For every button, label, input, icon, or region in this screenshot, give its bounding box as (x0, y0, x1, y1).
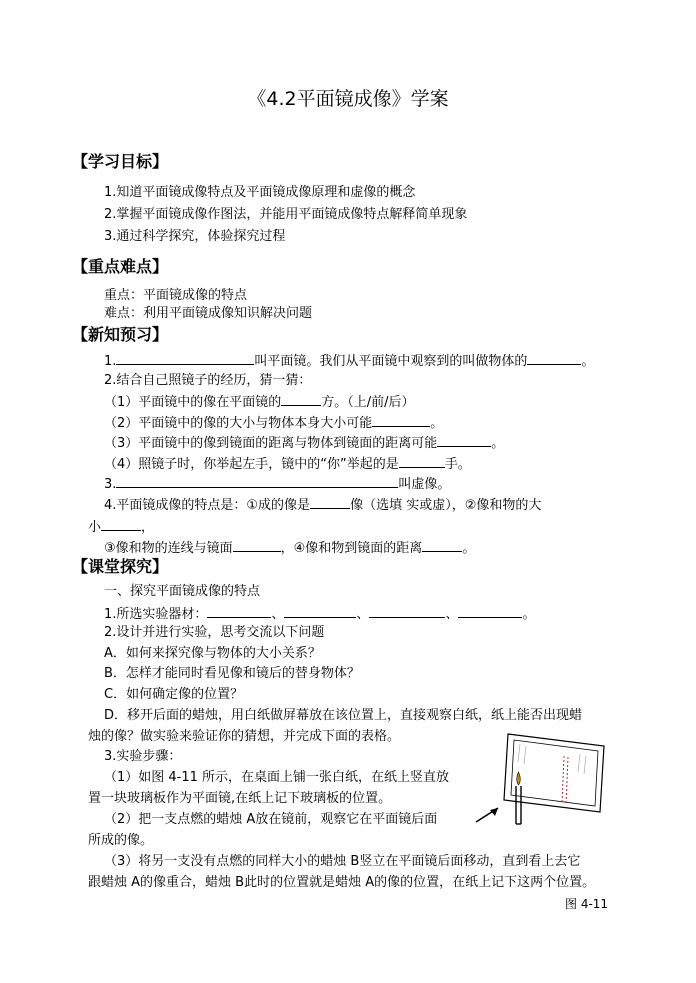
preview-q1: 1. 叫平面镜。我们从平面镜中观察到的叫做物体的 。 (104, 354, 595, 369)
answer-blank[interactable] (372, 414, 430, 427)
answer-blank[interactable] (527, 352, 581, 365)
step3-line1: （3）将另一支没有点燃的同样大小的蜡烛 B竖立在平面镜后面移动，直到看上去它 (104, 854, 581, 869)
glass-plate-inner (511, 740, 598, 806)
preview-heading: 【新知预习】 (72, 325, 169, 344)
hard-point: 难点：利用平面镜成像知识解决问题 (104, 306, 313, 321)
steps-heading: 3.实验步骤： (104, 749, 182, 764)
answer-blank[interactable] (369, 605, 445, 618)
keypoints-heading: 【重点难点】 (72, 257, 169, 276)
mirror-candle-figure (470, 728, 610, 833)
goal-item: 1.知道平面镜成像特点及平面镜成像原理和虚像的概念 (104, 185, 416, 200)
answer-blank[interactable] (101, 518, 141, 531)
question-c: C．如何确定像的位置？ (104, 687, 244, 702)
design-line: 2.设计并进行实验，思考交流以下问题 (104, 625, 325, 640)
answer-blank[interactable] (422, 539, 462, 552)
figure-caption: 图 4-11 (565, 897, 609, 911)
answer-blank[interactable] (116, 352, 254, 365)
explore-heading: 【课堂探究】 (72, 557, 169, 576)
preview-q4-line3: ③像和物的连线与镜面 ，④像和物到镜面的距离 。 (104, 541, 476, 556)
preview-s4: （4）照镜子时，你举起左手，镜中的“你”举起的是 手。 (104, 457, 471, 472)
preview-q3: 3. 叫虚像。 (104, 477, 451, 492)
question-b: B．怎样才能同时看见像和镜后的替身物体？ (104, 666, 360, 681)
preview-s1: （1）平面镜中的像在平面镜的 方。（上/前/后） (104, 395, 415, 410)
goals-heading: 【学习目标】 (72, 152, 169, 171)
answer-blank[interactable] (437, 434, 491, 447)
preview-q4-line2: 小 ， (88, 520, 155, 535)
step1-line2: 置一块玻璃板作为平面镜,在纸上记下玻璃板的位置。 (88, 791, 392, 806)
answer-blank[interactable] (233, 539, 281, 552)
answer-blank[interactable] (207, 605, 271, 618)
step1-line1: （1）如图 4-11 所示，在桌面上铺一张白纸，在纸上竖直放 (104, 770, 450, 785)
answer-blank[interactable] (281, 393, 321, 406)
answer-blank[interactable] (310, 496, 350, 509)
key-point: 重点：平面镜成像的特点 (104, 288, 248, 303)
candle-image (562, 756, 564, 804)
preview-s3: （3）平面镜中的像到镜面的距离与物体到镜面的距离可能 。 (104, 436, 505, 451)
goal-item: 3.通过科学探究，体验探究过程 (104, 229, 286, 244)
goal-item: 2.掌握平面镜成像作图法，并能用平面镜成像特点解释简单现象 (104, 207, 468, 222)
candle-flame (517, 772, 521, 785)
question-d-line1: D．移开后面的蜡烛，用白纸做屏幕放在该位置上，直接观察白纸，纸上能否出现蜡 (104, 708, 583, 723)
preview-s2: （2）平面镜中的像的大小与物体本身大小可能 。 (104, 416, 444, 431)
answer-blank[interactable] (284, 605, 356, 618)
answer-blank[interactable] (458, 605, 522, 618)
step2-line1: （2）把一支点燃的蜡烛 A放在镜前，观察它在平面镜后面 (104, 812, 438, 827)
preview-q2: 2.结合自己照镜子的经历，猜一猜： (104, 373, 312, 388)
answer-blank[interactable] (116, 475, 398, 488)
step2-line2: 所成的像。 (88, 833, 154, 848)
explore-subheading: 一、探究平面镜成像的特点 (104, 584, 261, 599)
materials-line: 1.所选实验器材： 、 、 、 。 (104, 607, 536, 622)
preview-q4-line1: 4.平面镜成像的特点是：①成的像是 像（选填 实或虚），②像和物的大 (104, 498, 542, 513)
question-d-line2: 烛的像？做实验来验证你的猜想，并完成下面的表格。 (88, 729, 401, 744)
question-a: A．如何来探究像与物体的大小关系？ (104, 646, 321, 661)
answer-blank[interactable] (399, 455, 445, 468)
step3-line2: 跟蜡烛 A的像重合，蜡烛 B此时的位置就是蜡烛 A的像的位置，在纸上记下这两个位置。 (88, 875, 596, 890)
page-title: 《4.2平面镜成像》学案 (247, 88, 449, 110)
